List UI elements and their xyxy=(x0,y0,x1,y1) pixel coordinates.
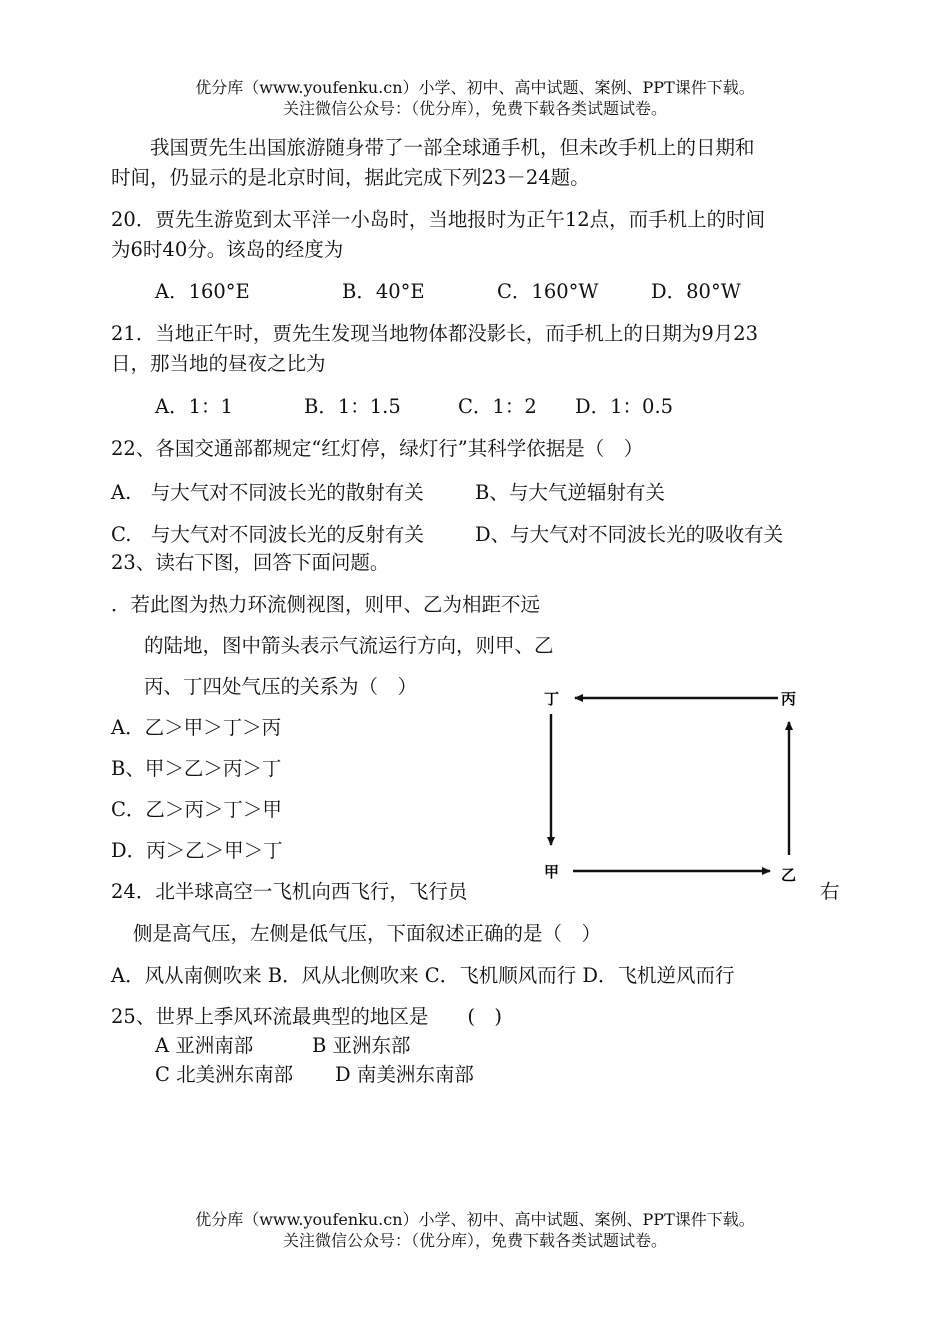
q24-stem-line-1: 24．北半球高空一飞机向西飞行，飞行员 xyxy=(111,880,468,903)
q20-option-c: C．160°W xyxy=(497,280,599,303)
q23-option-b: B、甲＞乙＞丙＞丁 xyxy=(111,757,282,780)
q25-stem: 25、世界上季风环流最典型的地区是 ( ) xyxy=(111,1005,503,1028)
label-ding: 丁 xyxy=(544,690,560,708)
q21-option-b: B．1：1.5 xyxy=(304,395,401,418)
q21-stem-line-1: 21．当地正午时，贾先生发现当地物体都没影长，而手机上的日期为9月23 xyxy=(111,322,759,345)
q23-text-line-3: 丙、丁四处气压的关系为（ ） xyxy=(144,675,418,698)
q20-stem-line-1: 20．贾先生游览到太平洋一小岛时，当地报时为正午12点，而手机上的时间 xyxy=(111,208,766,231)
q21-option-a: A．1：1 xyxy=(155,395,233,418)
q20-option-b: B．40°E xyxy=(342,280,425,303)
label-yi: 乙 xyxy=(781,866,797,884)
q23-text-line-2: 的陆地，图中箭头表示气流运行方向，则甲、乙 xyxy=(144,634,554,657)
header-line-2: 关注微信公众号：（优分库），免费下载各类试题试卷。 xyxy=(282,99,667,118)
q24-options: A．风从南侧吹来 B．风从北侧吹来 C．飞机顺风而行 D．飞机逆风而行 xyxy=(111,964,735,987)
q23-option-c: C．乙＞丙＞丁＞甲 xyxy=(111,798,282,821)
footer-line-2: 关注微信公众号：（优分库），免费下载各类试题试卷。 xyxy=(282,1231,667,1250)
intro-line-2: 时间，仍显示的是北京时间，据此完成下列23－24题。 xyxy=(111,166,590,189)
label-jia: 甲 xyxy=(544,863,560,881)
footer-line-1: 优分库（www.youfenku.cn）小学、初中、高中试题、案例、PPT课件下载。 xyxy=(195,1210,755,1229)
q23-text-line-1: ．若此图为热力环流侧视图，则甲、乙为相距不远 xyxy=(111,593,541,616)
q24-stem-line-2: 侧是高气压，左侧是低气压，下面叙述正确的是（ ） xyxy=(133,922,602,945)
q23-option-d: D．丙＞乙＞甲＞丁 xyxy=(111,839,283,862)
q21-stem-line-2: 日，那当地的昼夜之比为 xyxy=(111,352,326,375)
q23-stem: 23、读右下图，回答下面问题。 xyxy=(111,551,390,574)
q24-stem-line-1-end: 右 xyxy=(820,880,840,903)
q25-option-c: C 北美洲东南部 xyxy=(155,1063,294,1086)
q21-option-d: D．1：0.5 xyxy=(575,395,674,418)
q22-stem: 22、各国交通部都规定“红灯停，绿灯行”其科学依据是（ ） xyxy=(111,437,644,460)
q22-option-c: C. 与大气对不同波长光的反射有关 xyxy=(111,523,424,546)
q21-option-c: C．1：2 xyxy=(458,395,537,418)
circulation-diagram xyxy=(535,680,815,885)
q22-option-d: D、与大气对不同波长光的吸收有关 xyxy=(475,523,784,546)
q22-option-b: B、与大气逆辐射有关 xyxy=(475,481,665,504)
header-line-1: 优分库（www.youfenku.cn）小学、初中、高中试题、案例、PPT课件下载。 xyxy=(195,78,755,97)
label-bing: 丙 xyxy=(781,690,797,708)
q23-option-a: A．乙＞甲＞丁＞丙 xyxy=(111,716,282,739)
q25-option-a: A 亚洲南部 xyxy=(155,1034,254,1057)
q20-option-a: A．160°E xyxy=(155,280,250,303)
q25-option-b: B 亚洲东部 xyxy=(312,1034,411,1057)
q20-option-d: D．80°W xyxy=(651,280,741,303)
q22-option-a: A. 与大气对不同波长光的散射有关 xyxy=(111,481,424,504)
q20-stem-line-2: 为6时40分。该岛的经度为 xyxy=(111,238,344,261)
q25-option-d: D 南美洲东南部 xyxy=(335,1063,474,1086)
intro-line-1: 我国贾先生出国旅游随身带了一部全球通手机，但未改手机上的日期和 xyxy=(150,136,755,159)
